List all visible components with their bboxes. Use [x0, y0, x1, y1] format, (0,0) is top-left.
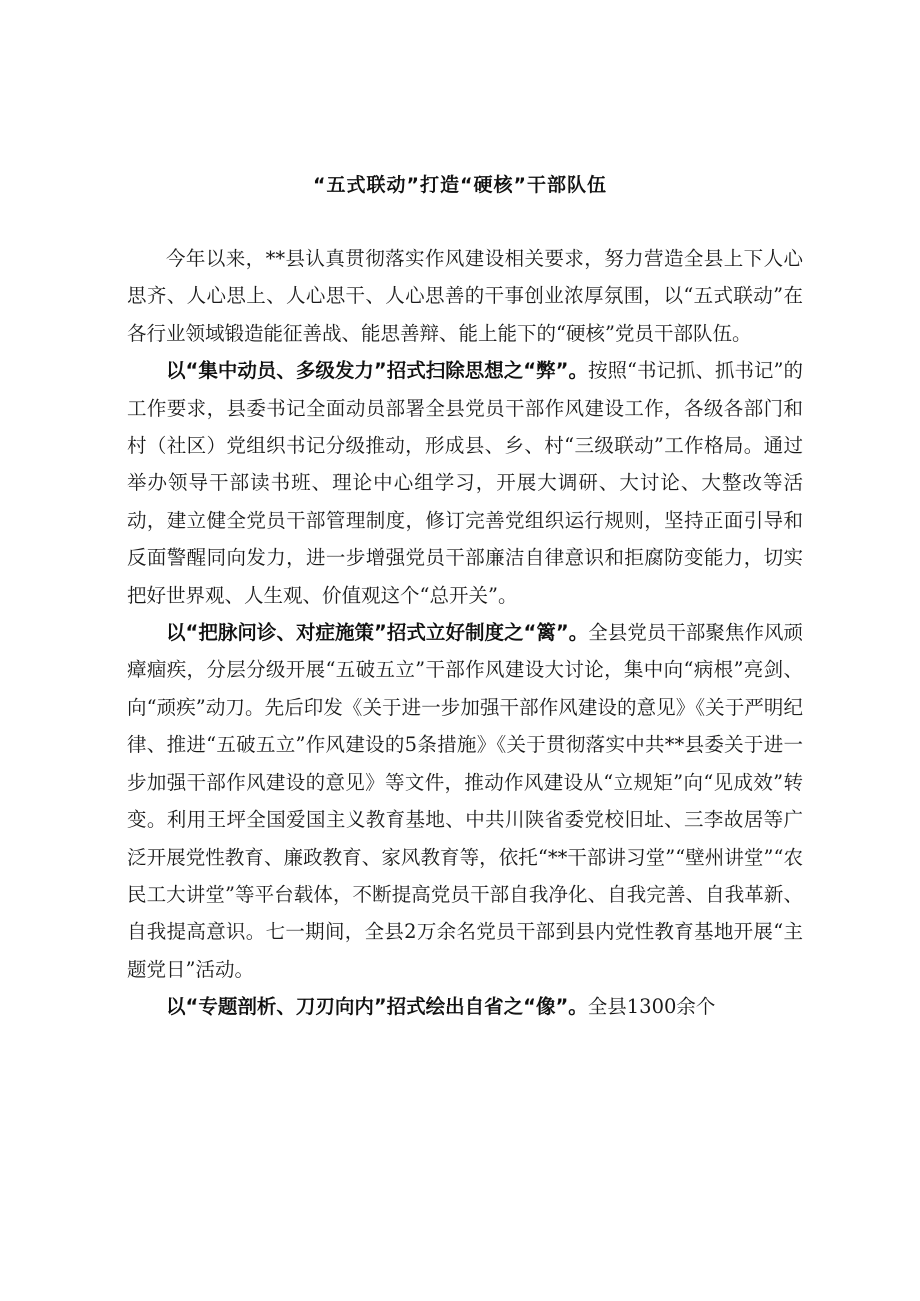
section-1-text: 按照“书记抓、抓书记”的工作要求，县委书记全面动员部署全县党员干部作风建设工作，各级各部门和村（社区）党组织书记分级推动，形成县、乡、村“三级联动”工作格局。通过举办领导干部读书班、理论中心组学习，开展大调研、大讨论、大整改等活动，建立健全党员干部管理制度，修订完善党组织运行规则，坚持正面引导和反面警醒同向发力，进一步增强党员干部廉洁自律意识和拒腐防变能力，切实把好世界观、人生观、价值观这个“总开关”。 [127, 359, 803, 607]
section-2-heading: 以“把脉问诊、对症施策”招式立好制度之“篱”。 [166, 621, 589, 645]
paragraph-intro-text: 今年以来，**县认真贯彻落实作风建设相关要求，努力营造全县上下人心思齐、人心思上、人心思干、人心思善的干事创业浓厚氛围，以“五式联动”在各行业领域锻造能征善战、能思善辩、能上能下的“硬核”党员干部队伍。 [127, 247, 803, 345]
paragraph-section-3 [127, 988, 803, 1025]
paragraph-section-2 [127, 614, 803, 988]
section-3-heading: 以“专题剖析、刀刃向内”招式绘出自省之“像”。 [166, 995, 588, 1019]
section-1-heading: 以“集中动员、多级发力”招式扫除思想之“弊”。 [166, 359, 588, 383]
section-2-text: 全县党员干部聚焦作风顽瘴痼疾，分层分级开展“五破五立”干部作风建设大讨论，集中向“病根”亮剑、向“顽疾”动刀。先后印发《关于进一步加强干部作风建设的意见》《关于严明纪律、推进“五破五立”作风建设的5条措施》《关于贯彻落实中共**县委关于进一步加强干部作风建设的意见》等文件，推动作风建设从“立规矩”向“见成效”转变。利用王坪全国爱国主义教育基地、中共川陕省委党校旧址、三李故居等广泛开展党性教育、廉政教育、家风教育等，依托“**干部讲习堂”“壁州讲堂”“农民工大讲堂”等平台载体，不断提高党员干部自我净化、自我完善、自我革新、自我提高意识。七一期间，全县2万余名党员干部到县内党性教育基地开展“主题党日”活动。 [127, 621, 803, 981]
document-body [127, 240, 803, 1026]
paragraph-section-1 [127, 352, 803, 614]
paragraph-intro [127, 240, 803, 352]
section-3-text: 全县1300余个 [587, 995, 716, 1019]
document-title: “五式联动”打造“硬核”干部队伍 [313, 174, 607, 196]
